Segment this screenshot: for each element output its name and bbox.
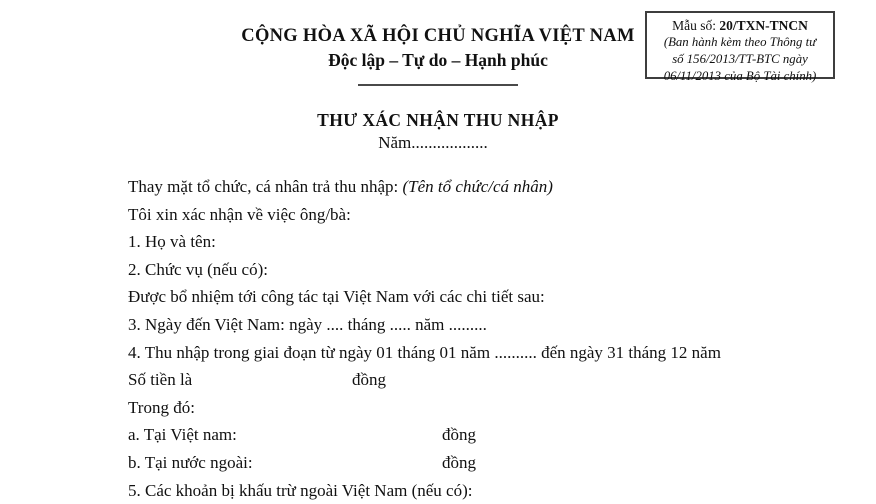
amount-label: Số tiền là bbox=[128, 370, 193, 390]
intro-line bbox=[128, 173, 860, 201]
intro-text: Thay mặt tổ chức, cá nhân trả thu nhập: bbox=[128, 177, 403, 196]
breakdown-label: Trong đó: bbox=[128, 397, 195, 417]
amount-line bbox=[128, 366, 860, 394]
payer-name-note: (Tên tổ chức/cá nhân) bbox=[402, 177, 553, 196]
form-number-value: 20/TXN-TNCN bbox=[719, 18, 808, 33]
year-line: Năm.................. bbox=[378, 133, 488, 152]
item-3-arrival-date: 3. Ngày đến Việt Nam: ngày .... tháng ..... năm ......... bbox=[128, 314, 487, 334]
item-b-label: b. Tại nước ngoài: bbox=[128, 452, 253, 472]
amount-unit: đồng bbox=[352, 370, 386, 390]
motto-line: Độc lập – Tự do – Hạnh phúc bbox=[328, 50, 548, 70]
appointment-line: Được bổ nhiệm tới công tác tại Việt Nam với các chi tiết sau: bbox=[128, 287, 545, 307]
item-5-deductions: 5. Các khoản bị khấu trừ ngoài Việt Nam (nếu có): bbox=[128, 480, 473, 500]
item-1-full-name: 1. Họ và tên: bbox=[128, 232, 216, 252]
form-number-box bbox=[645, 11, 835, 83]
item-a-label: a. Tại Việt nam: bbox=[128, 425, 237, 445]
form-number-line bbox=[647, 17, 833, 34]
national-title: CỘNG HÒA XÃ HỘI CHỦ NGHĨA VIỆT NAM bbox=[241, 26, 635, 46]
item-b-abroad-line bbox=[128, 449, 860, 477]
item-a-unit: đồng bbox=[442, 425, 476, 445]
form-body bbox=[128, 173, 860, 504]
item-4-income-period: 4. Thu nhập trong giai đoạn từ ngày 01 tháng 01 năm .......... đến ngày 31 tháng 12 năm bbox=[128, 342, 721, 362]
item-a-vietnam-line bbox=[128, 421, 860, 449]
form-note-line-1: (Ban hành kèm theo Thông tư bbox=[663, 35, 817, 49]
header-divider bbox=[358, 84, 518, 86]
confirm-line: Tôi xin xác nhận về việc ông/bà: bbox=[128, 204, 351, 224]
form-note-line-2: số 156/2013/TT-BTC ngày bbox=[672, 52, 808, 66]
item-2-position: 2. Chức vụ (nếu có): bbox=[128, 259, 268, 279]
item-b-unit: đồng bbox=[442, 452, 476, 472]
form-number-label: Mẫu số: bbox=[672, 18, 720, 33]
form-note-line-3-clipped: 06/11/2013 của Bộ Tài chính) bbox=[663, 69, 817, 83]
document-title: THƯ XÁC NHẬN THU NHẬP bbox=[317, 110, 559, 130]
